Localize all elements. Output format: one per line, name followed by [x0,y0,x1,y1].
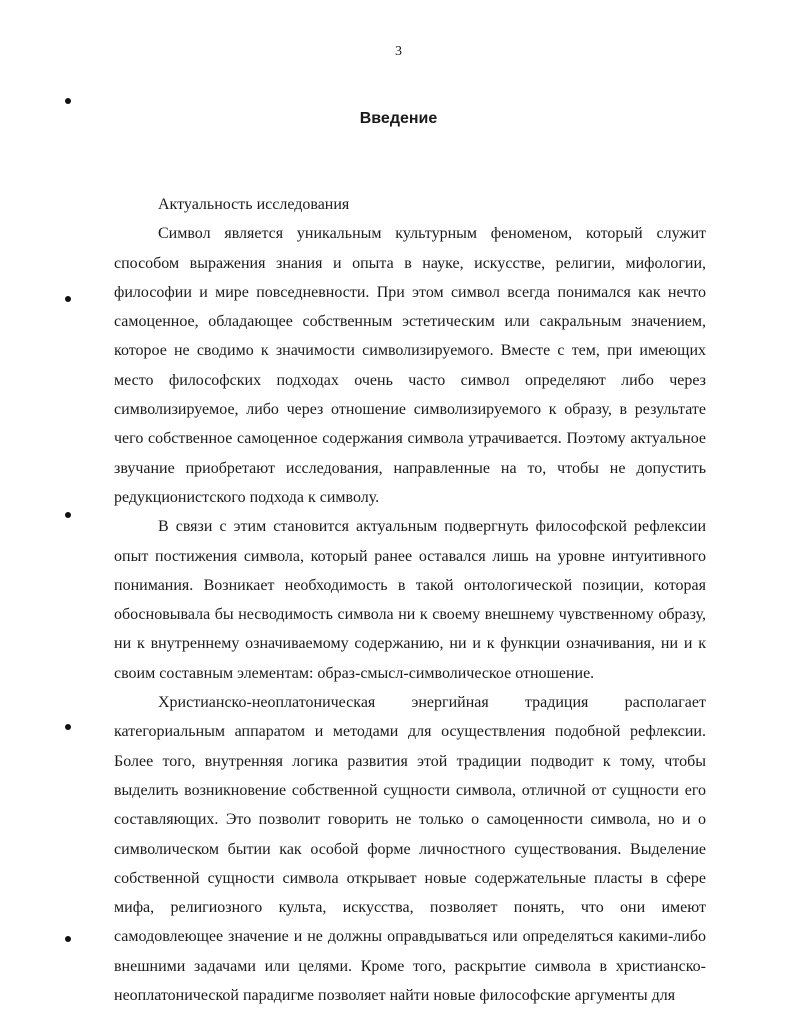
paragraph-3: Христианско-неоплатоническая энергийная традиция располагает категориальным аппаратом и методами для осуществления подобной рефлексии. Более того, внутренняя логика развития этой традиции подводит к тому, чтобы выделить возникновение собственной сущности символа, отличной от сущности его составляющих. Это позволит говорить не только о самоценности символа, но и о символическом бытии как особой форме личностного существования. Выделение собственной сущности символа открывает новые содержательные пласты в сфере мифа, религиозного культа, искусства, позволяет понять, что они имеют самодовлеющее значение и не должны оправдываться или определяться какими-либо внешними задачами или целями. Кроме того, раскрытие символа в христианско-неоплатонической парадигме позволяет найти новые философские аргументы для [114,694,706,1005]
binding-hole-3 [65,512,71,518]
page-number: 3 [395,44,402,59]
binding-hole-2 [65,296,71,302]
binding-hole-5 [65,936,71,942]
binding-hole-1 [65,98,71,104]
page-title: Введение [359,110,438,127]
paragraph-1: Символ является уникальным культурным феноменом, который служит способом выражения знания и опыта в науке, искусстве, религии, мифологии, философии и мире повседневности. При этом символ всегда понимался как нечто самоценное, обладающее собственным эстетическим или сакральным значением, которое не сводимо к значимости символизируемого. Вместе с тем, при имеющих место философских подходах очень часто символ определяют либо через символизируемое, либо через отношение символизируемого к образу, в результате чего собственное самоценное содержания символа утрачивается. Поэтому актуальное звучание приобретают исследования, направленные на то, чтобы не допустить редукционистского подхода к символу. [114,225,706,506]
binding-hole-4 [65,724,71,730]
document-body [114,190,706,1010]
paragraph-2: В связи с этим становится актуальным подвергнуть философской рефлексии опыт постижения символа, который ранее оставался лишь на уровне интуитивного понимания. Возникает необходимость в такой онтологической позиции, которая обосновывала бы несводимость символа ни к своему внешнему чувственному образу, ни к внутреннему означиваемому содержанию, ни и к функции означивания, ни и к своим составным элементам: образ-смысл-символическое отношение. [114,518,706,682]
section-heading: Актуальность исследования [158,196,350,213]
